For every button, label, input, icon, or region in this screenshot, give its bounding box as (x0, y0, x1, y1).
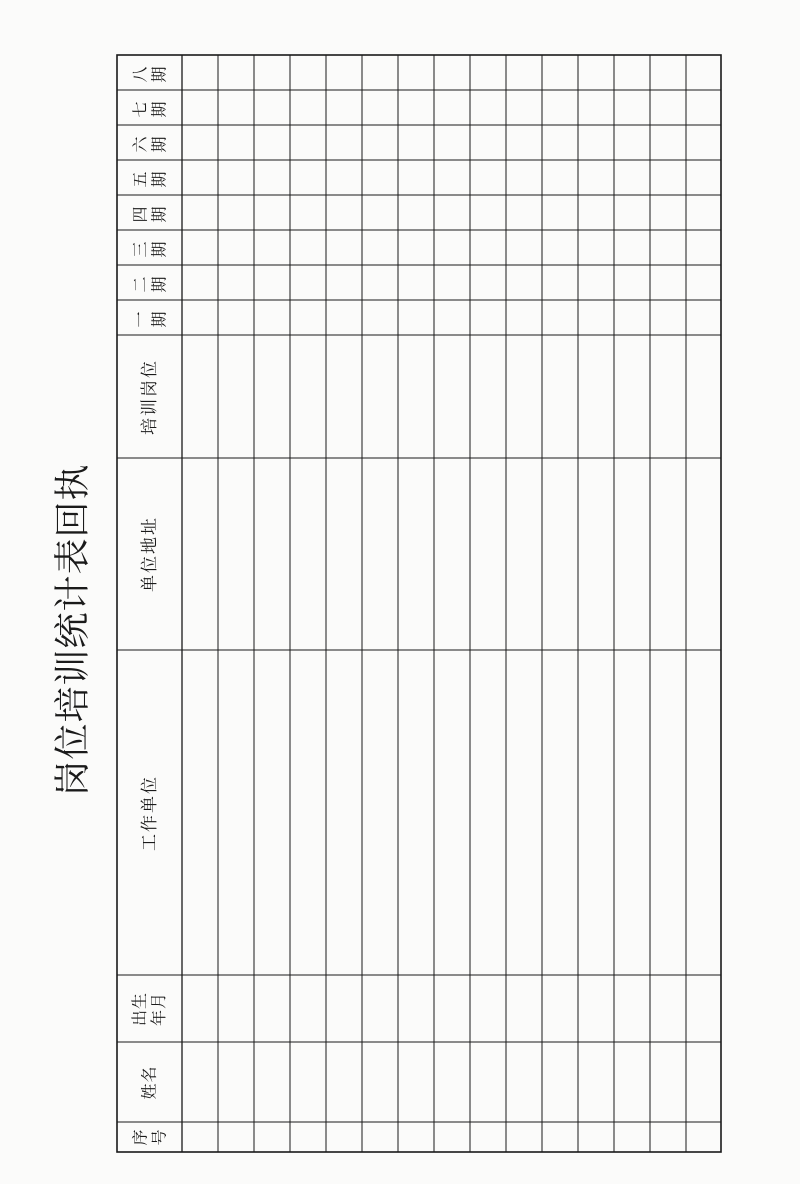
header-address (117, 458, 182, 650)
header-p4 (117, 195, 182, 230)
header-seq (117, 1122, 182, 1152)
header-label: 单位地址 (139, 516, 160, 592)
header-label: 六 期 (130, 132, 169, 153)
header-label: 八 期 (130, 62, 169, 83)
header-label: 二 期 (130, 272, 169, 293)
header-birth (117, 975, 182, 1042)
header-label: 出生 年月 (130, 991, 169, 1026)
header-label: 序 号 (130, 1128, 169, 1146)
header-label: 培训岗位 (139, 358, 160, 435)
header-p3 (117, 230, 182, 265)
header-position (117, 335, 182, 458)
header-label: 七 期 (130, 97, 169, 118)
header-label: 四 期 (130, 202, 169, 223)
header-label: 姓名 (139, 1064, 159, 1100)
header-p6 (117, 125, 182, 160)
header-p1 (117, 300, 182, 335)
table-border (117, 55, 721, 1152)
header-label: 五 期 (130, 167, 169, 188)
header-name (117, 1042, 182, 1122)
header-employer (117, 650, 182, 975)
header-p2 (117, 265, 182, 300)
header-p8 (117, 55, 182, 90)
header-p5 (117, 160, 182, 195)
header-label: 工作单位 (139, 774, 160, 851)
header-label: 一 期 (130, 307, 169, 328)
header-p7 (117, 90, 182, 125)
document-title: 岗位培训统计表回执 (52, 463, 94, 797)
header-label: 三 期 (130, 237, 169, 258)
